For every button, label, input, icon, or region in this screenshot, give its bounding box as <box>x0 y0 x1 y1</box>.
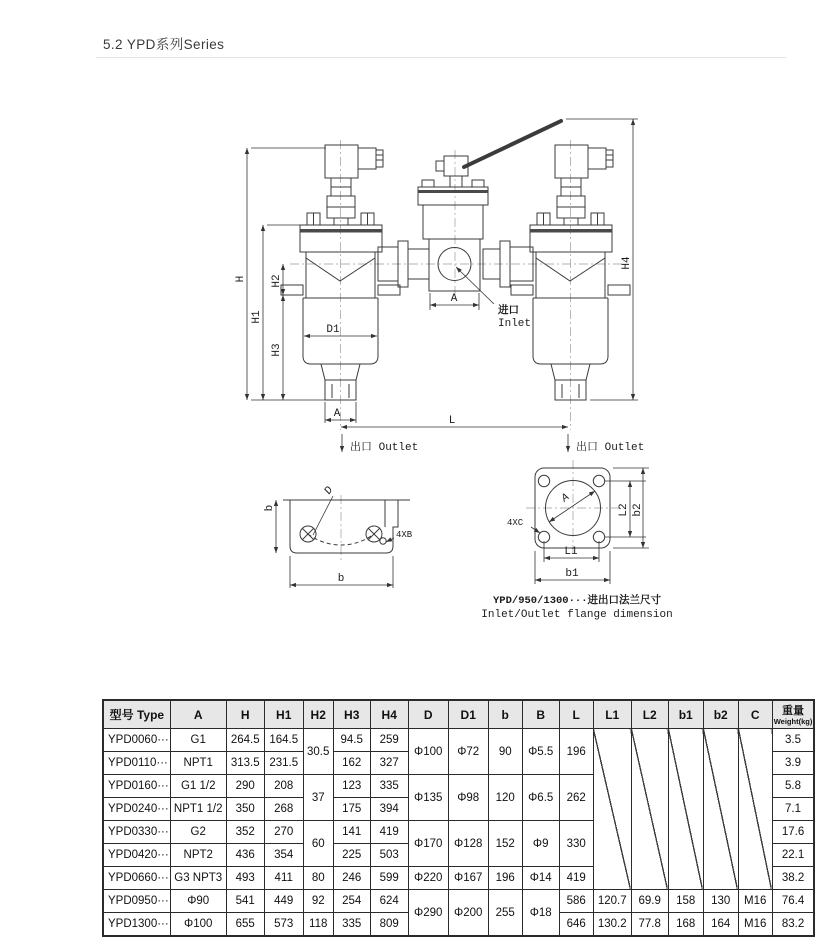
na-cell <box>593 729 631 890</box>
col-header: H2 <box>303 700 333 729</box>
table-row: YPD0330··· G2 352 270 60 141 419 Φ170 Φ128 152 Φ9 330 17.6 <box>103 821 814 844</box>
front-view-labels <box>235 256 644 454</box>
na-cell <box>631 729 668 890</box>
flange-caption-en: Inlet/Outlet flange dimension <box>481 609 673 621</box>
col-header: L1 <box>593 700 631 729</box>
assembly-front-view <box>281 121 630 400</box>
dim-label-h2: H2 <box>271 274 283 288</box>
centerlines <box>290 140 622 560</box>
outlet-label-right: 出口 Outlet <box>576 442 645 454</box>
changeover-valve <box>418 121 561 291</box>
section-title: 5.2 YPD系列Series <box>103 37 225 52</box>
table-row: YPD0240··· NPT1 1/2 350 268 175 394 7.1 <box>103 798 814 821</box>
col-header: b <box>488 700 522 729</box>
table-row: YPD0420··· NPT2 436 354 225 503 22.1 <box>103 844 814 867</box>
bolt-hole-label-4xc: 4XC <box>507 518 524 528</box>
na-cell <box>703 729 738 890</box>
spec-table <box>102 699 815 937</box>
col-header: H1 <box>264 700 303 729</box>
dim-label-h1: H1 <box>251 310 263 324</box>
dim-label-h3: H3 <box>271 343 283 357</box>
flange-dim-b1: b1 <box>565 568 579 580</box>
col-header: L <box>559 700 593 729</box>
dim-label-a-bottom: A <box>333 408 341 420</box>
dim-label-l: L <box>448 415 456 427</box>
spec-table-wrap <box>102 699 815 937</box>
flange-dim-l2: L2 <box>618 503 630 517</box>
dim-label-h: H <box>235 275 247 283</box>
flange-dim-b2: b2 <box>632 503 644 517</box>
col-header: H3 <box>333 700 370 729</box>
col-header-weight: 重量 Weight(kg) <box>772 700 814 729</box>
flange-dim-l1: L1 <box>564 546 578 558</box>
col-header: b1 <box>668 700 703 729</box>
dim-label-d: D <box>322 484 337 498</box>
col-header: H <box>226 700 264 729</box>
col-header: D1 <box>448 700 488 729</box>
bolt-hole-label-4xb: 4XB <box>396 530 413 540</box>
dim-label-b-height: b <box>264 504 276 512</box>
col-header: D <box>408 700 448 729</box>
dim-label-b-width: b <box>337 573 345 585</box>
flange-view-labels <box>481 491 672 621</box>
dim-label-h4: H4 <box>621 256 633 270</box>
valve-lever <box>464 121 561 167</box>
header-row <box>103 700 814 729</box>
col-header: 型号 Type <box>103 700 170 729</box>
col-header: C <box>738 700 772 729</box>
col-header: A <box>170 700 226 729</box>
dim-label-a-top: A <box>450 293 458 305</box>
table-row: YPD0660··· G3 NPT3 493 411 80 246 599 Φ220 Φ167 196 Φ14 419 38.2 <box>103 867 814 890</box>
inlet-label-cn: 进口 <box>498 305 519 317</box>
col-header: L2 <box>631 700 668 729</box>
na-cell <box>668 729 703 890</box>
flange-caption-cn: YPD/950/1300···进出口法兰尺寸 <box>492 595 662 607</box>
table-row: YPD0950··· Φ90 541 449 92 254 624 Φ290 Φ200 255 Φ18 586 120.7 69.9 158 130 M16 76.4 <box>103 890 814 913</box>
table-row: YPD0110··· NPT1 313.5 231.5 162 327 3.9 <box>103 752 814 775</box>
mounting-plate-labels <box>264 484 413 585</box>
col-header: H4 <box>370 700 408 729</box>
col-header: B <box>522 700 559 729</box>
table-row: YPD0160··· G1 1/2 290 208 37 123 335 Φ135 Φ98 120 Φ6.5 262 5.8 <box>103 775 814 798</box>
dim-label-d1: D1 <box>326 324 340 336</box>
outlet-label-left: 出口 Outlet <box>350 442 419 454</box>
table-row: YPD1300··· Φ100 655 573 118 335 809 646 130.2 77.8 168 164 M16 83.2 <box>103 913 814 937</box>
flange-view-dimensions <box>531 468 649 584</box>
flange-dim-a: A <box>559 491 573 506</box>
col-header: b2 <box>703 700 738 729</box>
mounting-plate-view <box>283 496 410 553</box>
table-row: YPD0060··· G1 264.5 164.5 30.5 94.5 259 Φ100 Φ72 90 Φ5.5 196 3.5 <box>103 729 814 752</box>
mounting-plate-dimensions <box>276 500 394 588</box>
inlet-label-en: Inlet <box>498 318 532 330</box>
na-cell <box>738 729 772 890</box>
